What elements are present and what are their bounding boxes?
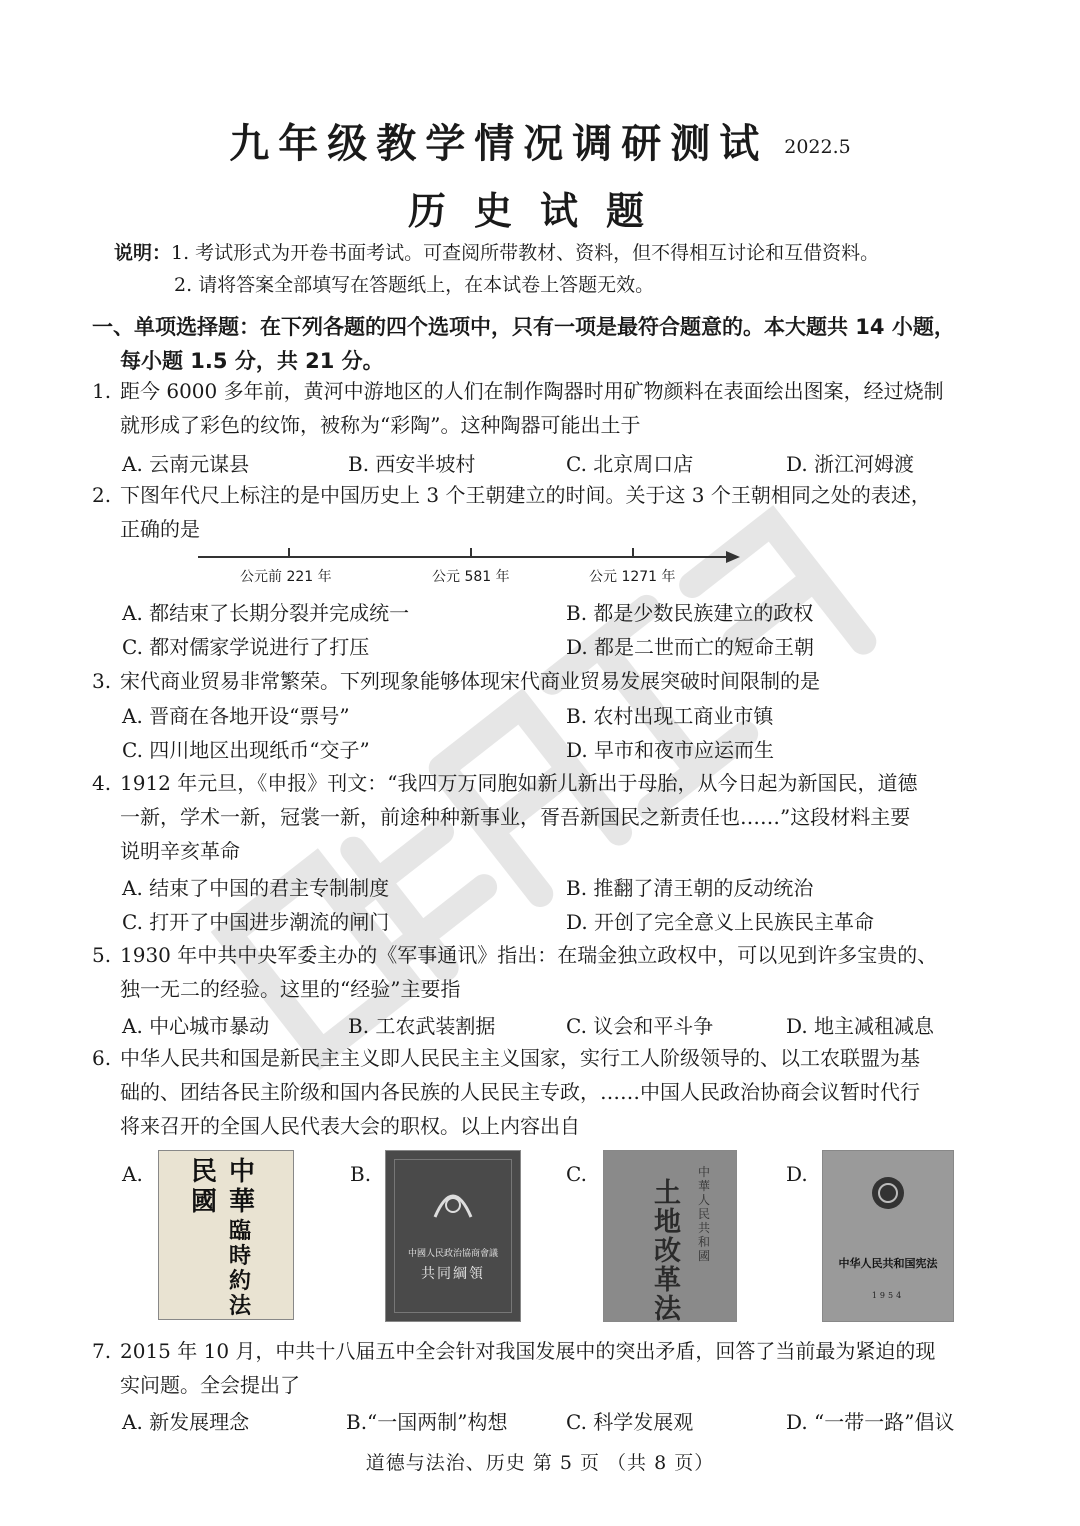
instructions-line-1	[114, 238, 879, 265]
option-d[interactable]: D. 早市和夜市应运而生	[566, 738, 775, 762]
section-heading-line: 一、单项选择题：在下列各题的四个选项中，只有一项是最符合题意的。本大题共 14 小题，	[92, 315, 955, 339]
exam-title	[0, 112, 1080, 169]
question-line: 下图年代尺上标注的是中国历史上 3 个王朝建立的时间。关于这 3 个王朝相同之处的表述，	[120, 483, 931, 507]
question-stem	[120, 1334, 935, 1402]
document-image-constitution-1954[interactable]	[822, 1150, 954, 1322]
document-image-common-program[interactable]	[385, 1150, 521, 1322]
option-a[interactable]: A. 中心城市暴动	[122, 1014, 270, 1038]
timeline-tick	[288, 548, 290, 557]
image-text: 民國	[191, 1157, 218, 1217]
question-number: 5.	[92, 943, 112, 967]
image-text: 中华人民共和国宪法	[838, 1257, 938, 1270]
subject-title: 历史试题	[407, 188, 672, 233]
timeline-arrow-icon	[726, 550, 740, 564]
image-text: 中國人民政治協商會議	[407, 1249, 498, 1259]
question-number: 3.	[92, 669, 112, 693]
timeline-label: 公元 1271 年	[589, 569, 676, 585]
question-stem	[120, 374, 944, 442]
option-d[interactable]: D. 地主减租减息	[786, 1014, 935, 1038]
image-text: 中華	[229, 1157, 256, 1217]
question-stem	[120, 938, 937, 1006]
image-text: 臨時約法	[229, 1218, 252, 1319]
question-line: 1930 年中共中央军委主办的《军事通讯》指出：在瑞金独立政权中，可以见到许多宝贵的、	[120, 943, 938, 967]
option-d[interactable]: D. “一带一路”倡议	[786, 1410, 955, 1434]
timeline-tick	[632, 548, 634, 557]
image-text: 土地改革法	[654, 1178, 681, 1322]
option-a[interactable]: A. 都结束了长期分裂并完成统一	[122, 601, 410, 625]
option-c[interactable]: C. 打开了中国进步潮流的闸门	[122, 910, 390, 934]
option-c[interactable]: C. 北京周口店	[566, 452, 694, 476]
option-a[interactable]: A. 结束了中国的君主专制制度	[122, 876, 390, 900]
question-number: 6.	[92, 1046, 112, 1070]
option-a[interactable]: A. 晋商在各地开设“票号”	[122, 704, 350, 728]
option-c[interactable]: C. 议会和平斗争	[566, 1014, 714, 1038]
page-footer: 道德与法治、历史 第 5 页 （共 8 页）	[365, 1452, 715, 1474]
timeline-label: 公元 581 年	[432, 569, 510, 585]
question-number: 2.	[92, 483, 112, 507]
option-b[interactable]: B. 西安半坡村	[348, 452, 476, 476]
timeline-label: 公元前 221 年	[240, 569, 332, 585]
option-a[interactable]: A. 新发展理念	[122, 1410, 250, 1434]
instructions-label: 说明：	[114, 242, 172, 264]
question-number: 7.	[92, 1339, 112, 1363]
instruction-item: 1. 考试形式为开卷书面考试。可查阅所带教材、资料，但不得相互讨论和互借资料。	[171, 242, 880, 264]
option-c[interactable]: C. 都对儒家学说进行了打压	[122, 635, 370, 659]
option-d[interactable]: D. 都是二世而亡的短命王朝	[566, 635, 815, 659]
document-image-provisional-constitution[interactable]	[158, 1150, 294, 1320]
option-d[interactable]: D. 开创了完全意义上民族民主革命	[566, 910, 875, 934]
question-line: 1912 年元旦，《申报》刊文：“我四万万同胞如新儿新出于母胎，从今日起为新国民，道德	[120, 771, 918, 795]
question-line: 中华人民共和国是新民主主义即人民民主主义国家，实行工人阶级领导的、以工农联盟为基	[120, 1046, 920, 1070]
option-b[interactable]: B.“一国两制”构想	[346, 1410, 508, 1434]
option-b[interactable]: B. 推翻了清王朝的反动统治	[566, 876, 814, 900]
question-line: 2015 年 10 月，中共十八届五中全会针对我国发展中的突出矛盾，回答了当前最为紧迫的现	[120, 1339, 936, 1363]
question-stem	[120, 766, 917, 868]
question-line: 就形成了彩色的纹饰，被称为“彩陶”。这种陶器可能出土于	[120, 413, 641, 437]
image-text: 中華人民共和國	[698, 1165, 711, 1263]
image-text: 1954	[871, 1291, 905, 1300]
exam-date: 2022.5	[784, 136, 851, 158]
question-number: 4.	[92, 771, 112, 795]
option-c[interactable]: C. 科学发展观	[566, 1410, 694, 1434]
document-image-land-reform-law[interactable]	[603, 1150, 737, 1322]
question-line: 一新，学术一新，冠裳一新，前途种种新事业，胥吾新国民之新责任也……”这段材料主要	[120, 805, 911, 829]
question-line: 独一无二的经验。这里的“经验”主要指	[120, 977, 461, 1001]
question-line: 宋代商业贸易非常繁荣。下列现象能够体现宋代商业贸易发展突破时间限制的是	[120, 669, 820, 693]
timeline-tick	[470, 548, 472, 557]
question-line: 说明辛亥革命	[120, 839, 240, 863]
section-heading	[92, 310, 955, 378]
exam-title-text: 九年级教学情况调研测试	[229, 120, 769, 167]
section-heading-line: 每小题 1.5 分，共 21 分。	[120, 349, 384, 373]
option-b[interactable]: B. 都是少数民族建立的政权	[566, 601, 814, 625]
option-b[interactable]: B. 工农武装割据	[348, 1014, 496, 1038]
option-b[interactable]: B.	[350, 1162, 372, 1186]
question-number: 1.	[92, 379, 112, 403]
question-line: 将来召开的全国人民代表大会的职权。以上内容出自	[120, 1114, 580, 1138]
timeline-axis	[198, 556, 730, 558]
question-line: 正确的是	[120, 517, 200, 541]
option-d[interactable]: D. 浙江河姆渡	[786, 452, 915, 476]
question-stem	[120, 1041, 920, 1143]
question-line: 础的、团结各民主阶级和国内各民族的人民民主专政，……中国人民政治协商会议暂时代行	[120, 1080, 920, 1104]
question-stem	[120, 478, 931, 546]
option-c[interactable]: C. 四川地区出现纸币“交子”	[122, 738, 370, 762]
question-line: 距今 6000 多年前，黄河中游地区的人们在制作陶器时用矿物颜料在表面绘出图案，经过烧制	[120, 379, 944, 403]
image-text: 共同綱領	[421, 1266, 485, 1282]
emblem-icon	[431, 1181, 475, 1221]
option-c[interactable]: C.	[566, 1162, 587, 1186]
instruction-item: 2. 请将答案全部填写在答题纸上，在本试卷上答题无效。	[174, 274, 655, 296]
option-a[interactable]: A.	[122, 1162, 143, 1186]
question-line: 实问题。全会提出了	[120, 1373, 300, 1397]
option-a[interactable]: A. 云南元谋县	[122, 452, 250, 476]
option-d[interactable]: D.	[786, 1162, 808, 1186]
option-b[interactable]: B. 农村出现工商业市镇	[566, 704, 774, 728]
national-emblem-icon	[870, 1175, 906, 1211]
